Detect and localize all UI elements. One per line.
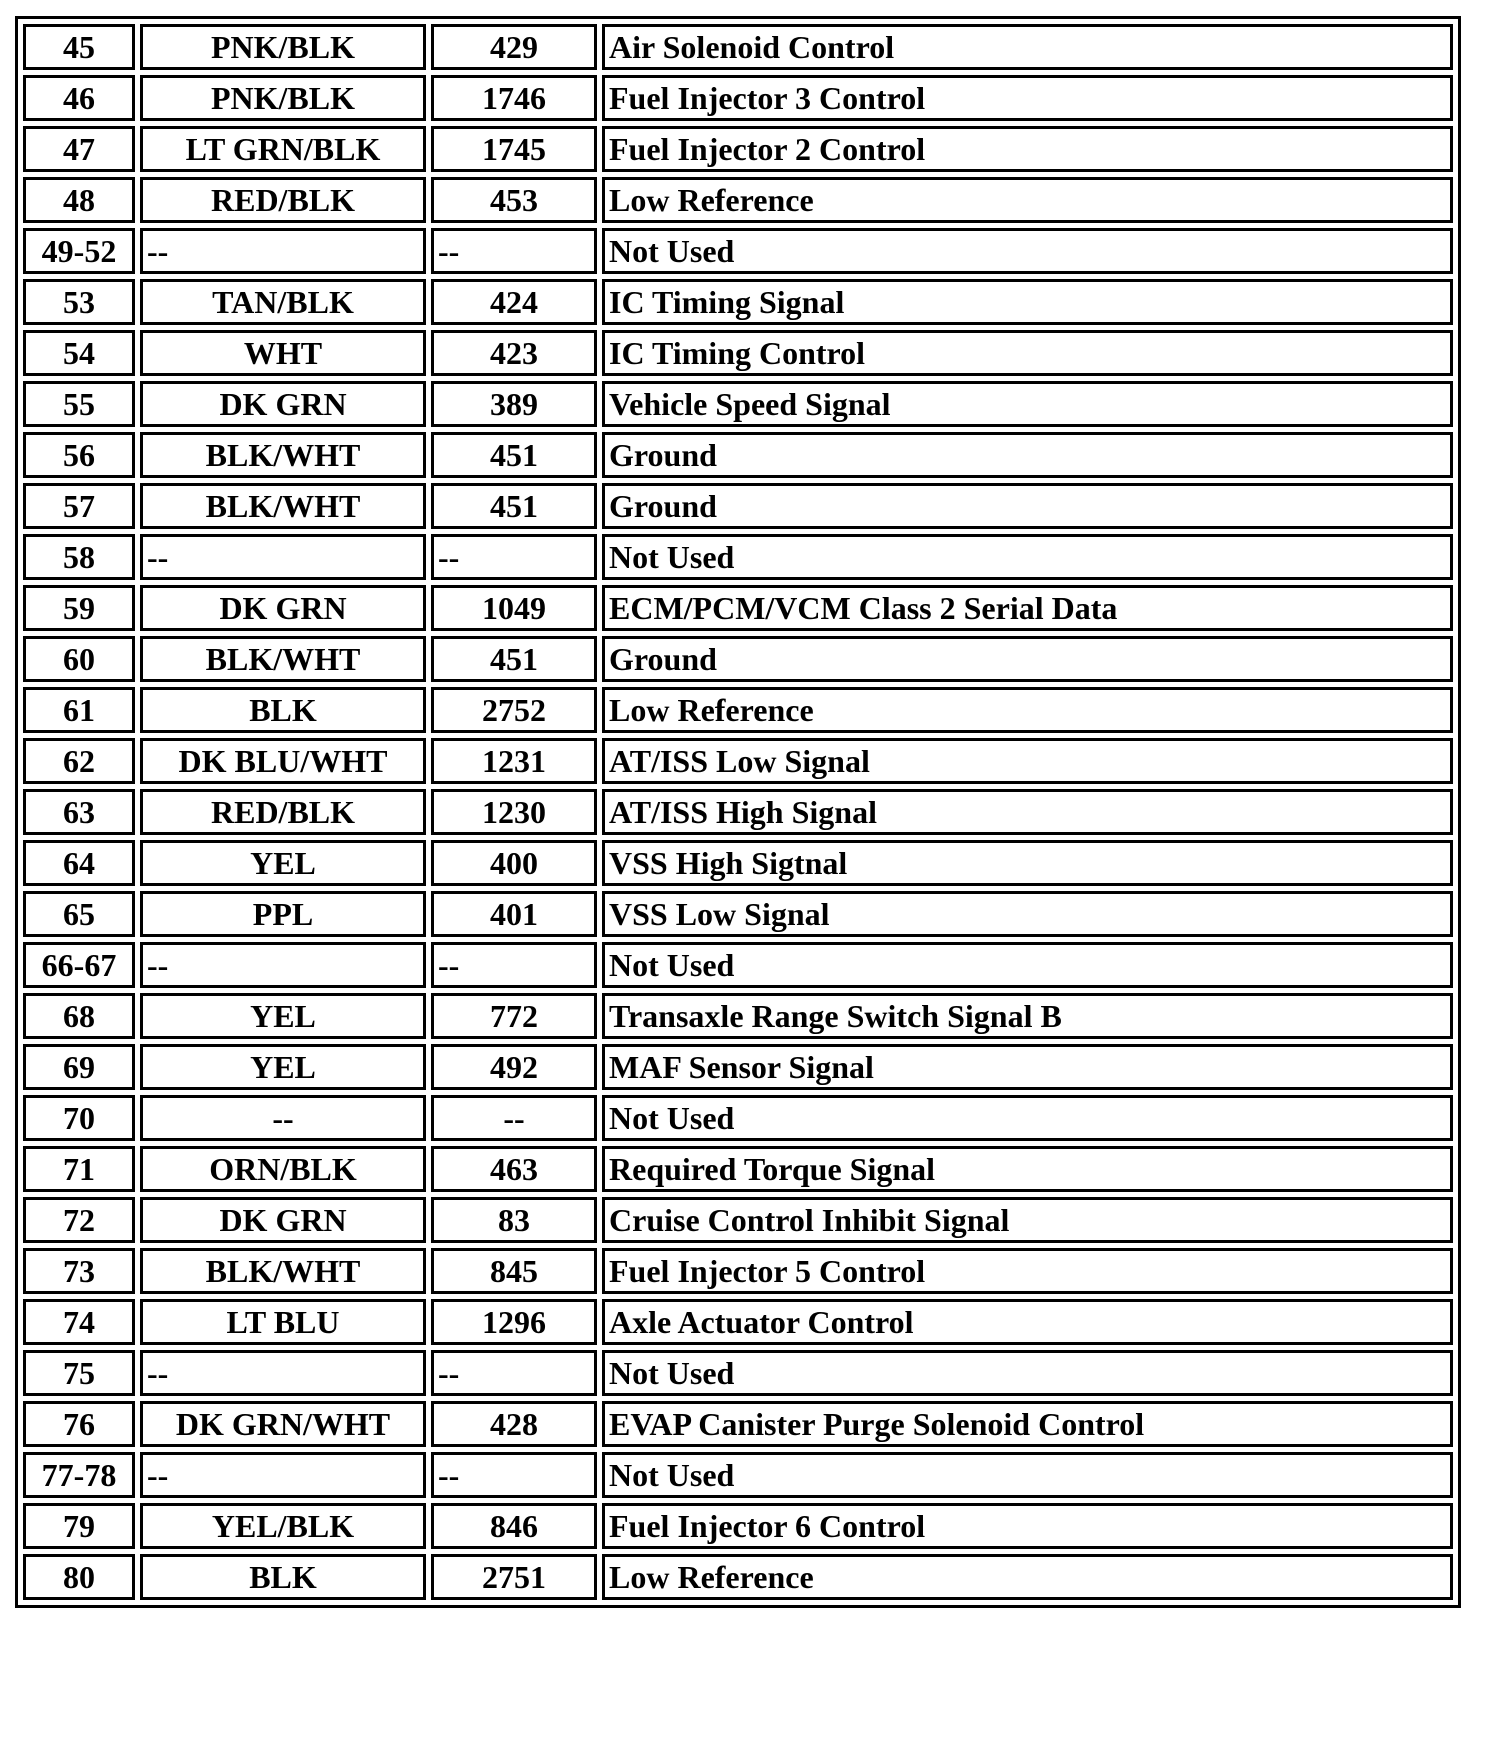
wire-color-cell: YEL <box>140 1044 426 1090</box>
wire-color-cell: -- <box>140 228 426 274</box>
circuit-number-cell: -- <box>431 1452 597 1498</box>
table-row <box>23 1401 1453 1447</box>
circuit-number-cell: 424 <box>431 279 597 325</box>
table-row <box>23 1503 1453 1549</box>
circuit-number-cell: -- <box>431 1350 597 1396</box>
wire-color-cell: PNK/BLK <box>140 75 426 121</box>
circuit-number-cell: 1746 <box>431 75 597 121</box>
wire-color-cell: PNK/BLK <box>140 24 426 70</box>
table-row <box>23 126 1453 172</box>
function-cell: Not Used <box>602 942 1453 988</box>
function-cell: Ground <box>602 483 1453 529</box>
function-cell: Air Solenoid Control <box>602 24 1453 70</box>
circuit-number-cell: 83 <box>431 1197 597 1243</box>
pin-number-cell: 74 <box>23 1299 135 1345</box>
wire-color-cell: PPL <box>140 891 426 937</box>
table-row <box>23 636 1453 682</box>
function-cell: AT/ISS High Signal <box>602 789 1453 835</box>
table-row <box>23 891 1453 937</box>
function-cell: Not Used <box>602 228 1453 274</box>
function-cell: EVAP Canister Purge Solenoid Control <box>602 1401 1453 1447</box>
pin-number-cell: 73 <box>23 1248 135 1294</box>
pin-number-cell: 68 <box>23 993 135 1039</box>
circuit-number-cell: -- <box>431 534 597 580</box>
pin-number-cell: 64 <box>23 840 135 886</box>
wire-color-cell: TAN/BLK <box>140 279 426 325</box>
circuit-number-cell: 401 <box>431 891 597 937</box>
circuit-number-cell: 845 <box>431 1248 597 1294</box>
wire-color-cell: -- <box>140 1350 426 1396</box>
pin-number-cell: 61 <box>23 687 135 733</box>
wire-color-cell: -- <box>140 942 426 988</box>
wire-color-cell: RED/BLK <box>140 177 426 223</box>
table-row <box>23 789 1453 835</box>
table-row <box>23 738 1453 784</box>
table-row <box>23 330 1453 376</box>
function-cell: VSS High Sigtnal <box>602 840 1453 886</box>
pin-number-cell: 80 <box>23 1554 135 1600</box>
wire-color-cell: DK GRN/WHT <box>140 1401 426 1447</box>
function-cell: MAF Sensor Signal <box>602 1044 1453 1090</box>
wire-color-cell: BLK/WHT <box>140 483 426 529</box>
pin-number-cell: 56 <box>23 432 135 478</box>
wire-color-cell: -- <box>140 1095 426 1141</box>
circuit-number-cell: 400 <box>431 840 597 886</box>
table-row <box>23 381 1453 427</box>
function-cell: Low Reference <box>602 687 1453 733</box>
table-row <box>23 585 1453 631</box>
table-row <box>23 942 1453 988</box>
table-row <box>23 1095 1453 1141</box>
circuit-number-cell: 451 <box>431 636 597 682</box>
wire-color-cell: LT BLU <box>140 1299 426 1345</box>
wire-color-cell: DK BLU/WHT <box>140 738 426 784</box>
function-cell: Fuel Injector 5 Control <box>602 1248 1453 1294</box>
pin-number-cell: 49-52 <box>23 228 135 274</box>
circuit-number-cell: 2751 <box>431 1554 597 1600</box>
table-row <box>23 483 1453 529</box>
wire-color-cell: YEL <box>140 993 426 1039</box>
table-row <box>23 228 1453 274</box>
table-row <box>23 687 1453 733</box>
function-cell: IC Timing Signal <box>602 279 1453 325</box>
circuit-number-cell: 451 <box>431 432 597 478</box>
function-cell: Not Used <box>602 1095 1453 1141</box>
circuit-number-cell: 1049 <box>431 585 597 631</box>
pin-number-cell: 57 <box>23 483 135 529</box>
pin-number-cell: 77-78 <box>23 1452 135 1498</box>
wire-color-cell: DK GRN <box>140 1197 426 1243</box>
wire-color-cell: -- <box>140 534 426 580</box>
function-cell: Not Used <box>602 1350 1453 1396</box>
pin-number-cell: 79 <box>23 1503 135 1549</box>
wire-color-cell: BLK <box>140 687 426 733</box>
table-row <box>23 1146 1453 1192</box>
table-row <box>23 1452 1453 1498</box>
function-cell: Fuel Injector 6 Control <box>602 1503 1453 1549</box>
circuit-number-cell: 389 <box>431 381 597 427</box>
wire-color-cell: -- <box>140 1452 426 1498</box>
function-cell: Cruise Control Inhibit Signal <box>602 1197 1453 1243</box>
function-cell: AT/ISS Low Signal <box>602 738 1453 784</box>
circuit-number-cell: -- <box>431 228 597 274</box>
function-cell: VSS Low Signal <box>602 891 1453 937</box>
function-cell: Fuel Injector 3 Control <box>602 75 1453 121</box>
pin-number-cell: 59 <box>23 585 135 631</box>
wire-color-cell: YEL <box>140 840 426 886</box>
circuit-number-cell: 451 <box>431 483 597 529</box>
pin-number-cell: 54 <box>23 330 135 376</box>
table-row <box>23 1299 1453 1345</box>
function-cell: IC Timing Control <box>602 330 1453 376</box>
table-row <box>23 1044 1453 1090</box>
wire-color-cell: LT GRN/BLK <box>140 126 426 172</box>
circuit-number-cell: 1230 <box>431 789 597 835</box>
table-row <box>23 177 1453 223</box>
pin-number-cell: 63 <box>23 789 135 835</box>
table-row <box>23 993 1453 1039</box>
function-cell: Axle Actuator Control <box>602 1299 1453 1345</box>
pin-number-cell: 47 <box>23 126 135 172</box>
function-cell: Not Used <box>602 1452 1453 1498</box>
pin-number-cell: 60 <box>23 636 135 682</box>
wire-color-cell: YEL/BLK <box>140 1503 426 1549</box>
pin-number-cell: 69 <box>23 1044 135 1090</box>
function-cell: Transaxle Range Switch Signal B <box>602 993 1453 1039</box>
wire-color-cell: BLK/WHT <box>140 636 426 682</box>
table-row <box>23 24 1453 70</box>
table-row <box>23 1197 1453 1243</box>
circuit-number-cell: 1231 <box>431 738 597 784</box>
table-row <box>23 279 1453 325</box>
table-row <box>23 1554 1453 1600</box>
pinout-table-body <box>23 24 1453 1600</box>
circuit-number-cell: 492 <box>431 1044 597 1090</box>
pin-number-cell: 58 <box>23 534 135 580</box>
circuit-number-cell: 2752 <box>431 687 597 733</box>
pin-number-cell: 55 <box>23 381 135 427</box>
connector-pinout-table <box>15 16 1461 1608</box>
circuit-number-cell: 453 <box>431 177 597 223</box>
table-row <box>23 1248 1453 1294</box>
pin-number-cell: 70 <box>23 1095 135 1141</box>
pin-number-cell: 76 <box>23 1401 135 1447</box>
function-cell: Vehicle Speed Signal <box>602 381 1453 427</box>
function-cell: Required Torque Signal <box>602 1146 1453 1192</box>
wire-color-cell: WHT <box>140 330 426 376</box>
wire-color-cell: RED/BLK <box>140 789 426 835</box>
pin-number-cell: 65 <box>23 891 135 937</box>
function-cell: ECM/PCM/VCM Class 2 Serial Data <box>602 585 1453 631</box>
circuit-number-cell: 463 <box>431 1146 597 1192</box>
function-cell: Ground <box>602 636 1453 682</box>
wire-color-cell: BLK/WHT <box>140 1248 426 1294</box>
pin-number-cell: 45 <box>23 24 135 70</box>
function-cell: Low Reference <box>602 177 1453 223</box>
table-row <box>23 75 1453 121</box>
table-row <box>23 534 1453 580</box>
wire-color-cell: DK GRN <box>140 381 426 427</box>
circuit-number-cell: 846 <box>431 1503 597 1549</box>
pin-number-cell: 72 <box>23 1197 135 1243</box>
pin-number-cell: 75 <box>23 1350 135 1396</box>
wire-color-cell: BLK/WHT <box>140 432 426 478</box>
pin-number-cell: 62 <box>23 738 135 784</box>
pin-number-cell: 46 <box>23 75 135 121</box>
circuit-number-cell: -- <box>431 1095 597 1141</box>
table-row <box>23 840 1453 886</box>
circuit-number-cell: 1745 <box>431 126 597 172</box>
function-cell: Not Used <box>602 534 1453 580</box>
circuit-number-cell: 772 <box>431 993 597 1039</box>
wire-color-cell: BLK <box>140 1554 426 1600</box>
table-row <box>23 1350 1453 1396</box>
table-row <box>23 432 1453 478</box>
pin-number-cell: 71 <box>23 1146 135 1192</box>
circuit-number-cell: 429 <box>431 24 597 70</box>
circuit-number-cell: 1296 <box>431 1299 597 1345</box>
pin-number-cell: 53 <box>23 279 135 325</box>
wire-color-cell: ORN/BLK <box>140 1146 426 1192</box>
circuit-number-cell: 423 <box>431 330 597 376</box>
function-cell: Fuel Injector 2 Control <box>602 126 1453 172</box>
circuit-number-cell: -- <box>431 942 597 988</box>
pin-number-cell: 48 <box>23 177 135 223</box>
wire-color-cell: DK GRN <box>140 585 426 631</box>
circuit-number-cell: 428 <box>431 1401 597 1447</box>
pin-number-cell: 66-67 <box>23 942 135 988</box>
function-cell: Ground <box>602 432 1453 478</box>
function-cell: Low Reference <box>602 1554 1453 1600</box>
